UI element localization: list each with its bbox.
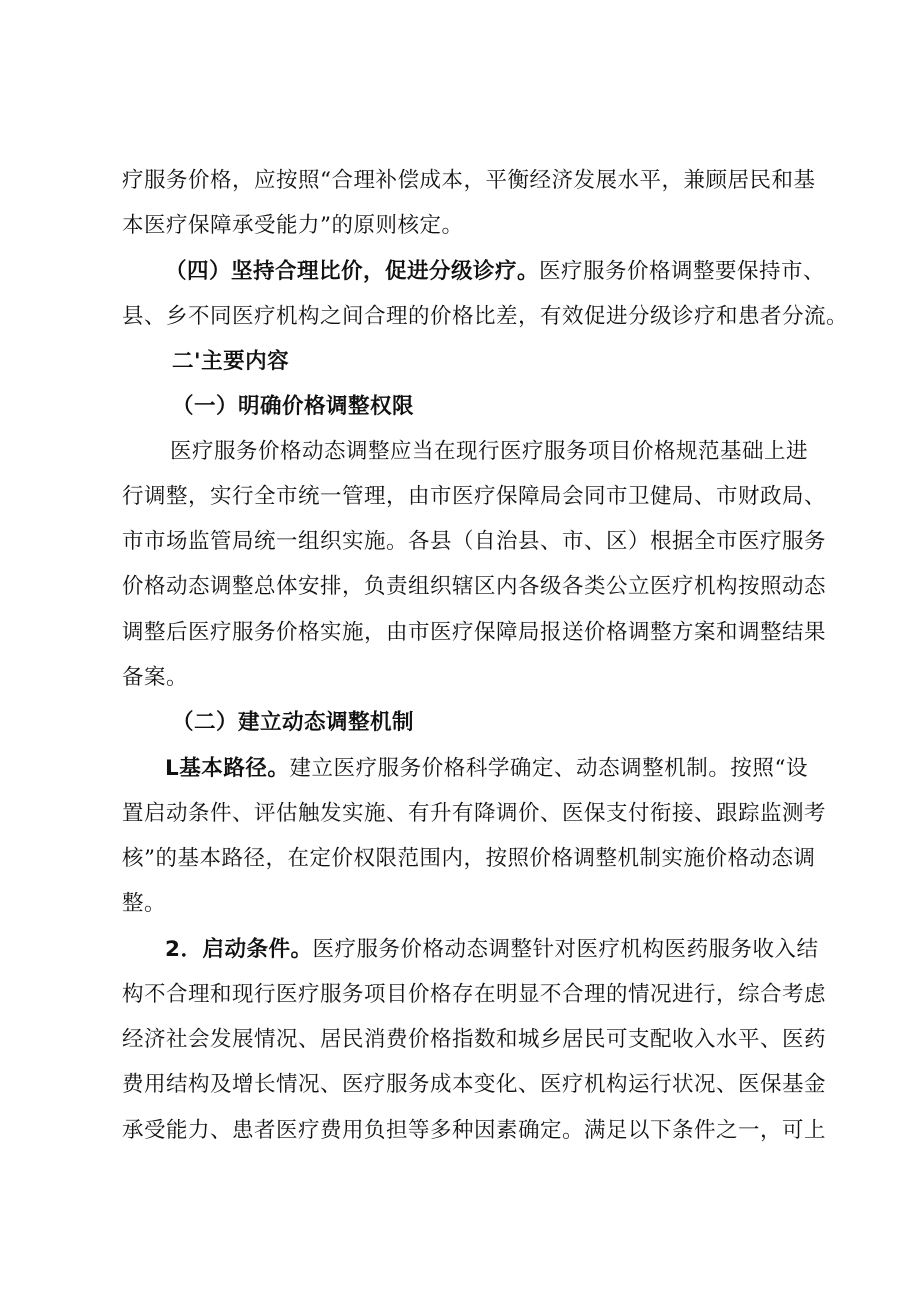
section-heading: 二'主要内容: [172, 349, 290, 374]
paragraph-line: 行调整，实行全市统一管理，由市医疗保障局会同市卫健局、市财政局、: [122, 484, 827, 509]
paragraph-line: 疗服务价格，应按照“合理补偿成本，平衡经济发展水平，兼顾居民和基: [122, 168, 816, 193]
paragraph-line: 置启动条件、评估触发实施、有升有降调价、医保支付衔接、跟踪监测考: [122, 801, 827, 826]
paragraph-line: 价格动态调整总体安排，负责组织辖区内各级各类公立医疗机构按照动态: [122, 574, 827, 599]
paragraph-line: 核”的基本路径，在定价权限范围内，按照价格调整机制实施价格动态调: [122, 846, 816, 871]
paragraph-line: 费用结构及增长情况、医疗服务成本变化、医疗机构运行状况、医保基金: [122, 1072, 827, 1097]
paragraph-text: 建立医疗服务价格科学确定、动态调整机制。按照“设: [289, 756, 808, 781]
heading-inline: L基本路径。: [165, 756, 290, 781]
paragraph-line: 构不合理和现行医疗服务项目价格存在明显不合理的情况进行，综合考虑: [122, 982, 827, 1007]
paragraph-line: [122, 257, 826, 287]
paragraph-line: 经济社会发展情况、居民消费价格指数和城乡居民可支配收入水平、医药: [122, 1027, 827, 1052]
paragraph-line: 本医疗保障承受能力”的原则核定。: [122, 213, 464, 238]
paragraph-line: 整。: [122, 891, 167, 916]
paragraph-line: 备案。: [122, 665, 189, 690]
paragraph-line: 医疗服务价格动态调整应当在现行医疗服务项目价格规范基础上进: [170, 439, 809, 464]
heading-inline: （四）坚持合理比价，促进分级诊疗。: [165, 259, 540, 284]
paragraph-line: [122, 754, 808, 784]
subsection-heading: （二）建立动态调整机制: [172, 710, 415, 735]
paragraph-line: 承受能力、患者医疗费用负担等多种因素确定。满足以下条件之一，可上: [122, 1118, 827, 1143]
paragraph-text: 医疗服务价格动态调整针对医疗机构医药服务收入结: [312, 937, 819, 962]
paragraph-line: [122, 935, 819, 965]
paragraph-line: 县、乡不同医疗机构之间合理的价格比差，有效促进分级诊疗和患者分流。: [122, 304, 849, 329]
paragraph-line: 调整后医疗服务价格实施，由市医疗保障局报送价格调整方案和调整结果: [122, 620, 827, 645]
paragraph-text: 医疗服务价格调整要保持市、: [539, 259, 826, 284]
heading-inline: 2．启动条件。: [165, 937, 313, 962]
paragraph-line: 市市场监管局统一组织实施。各县（自治县、市、区）根据全市医疗服务: [122, 529, 827, 554]
subsection-heading: （一）明确价格调整权限: [172, 394, 415, 419]
